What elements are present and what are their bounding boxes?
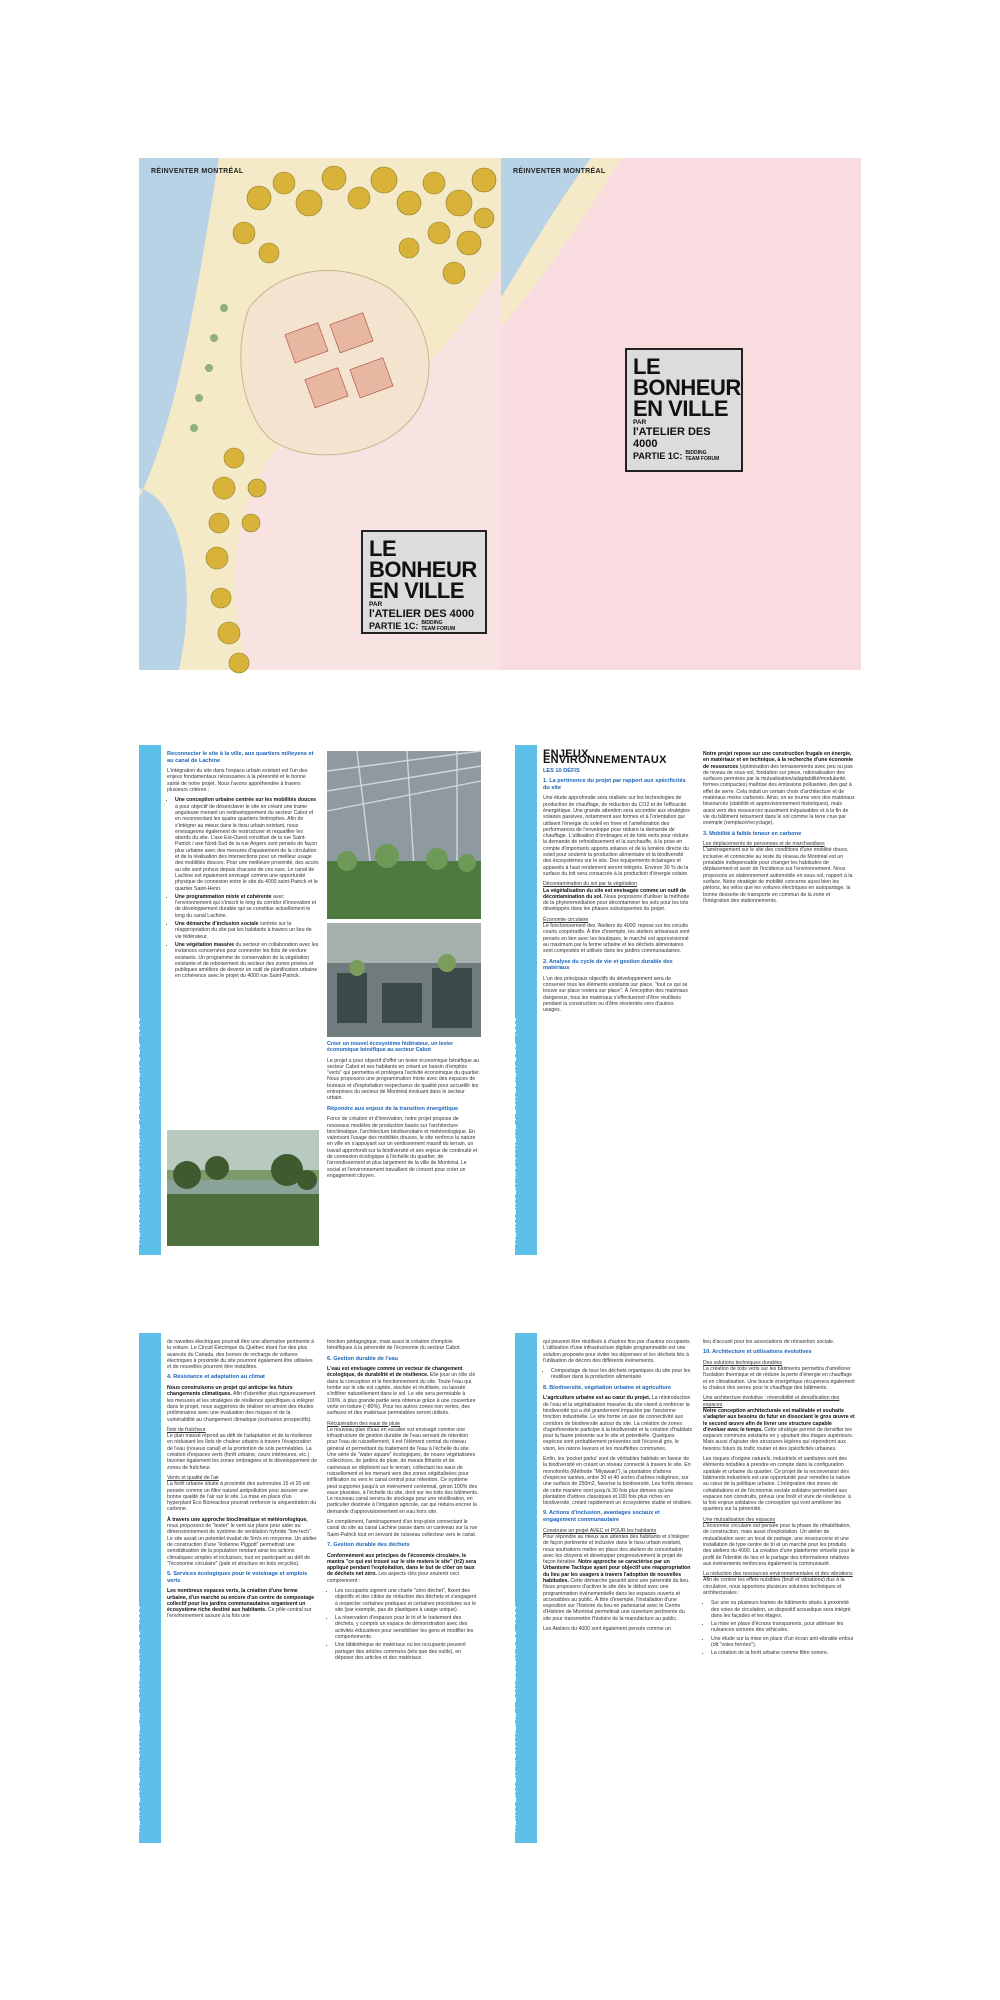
cover-by: PAR (369, 601, 383, 608)
s8-block: L'agriculture urbaine est au cœur du projet. La réintroduction de l'eau et la végétalisation massive du site visent à renforcer la biodiversité qui a été grandement impactée par l'ancienne fonction industrielle. Le site forme un axe de connectivité aux corridors de biodiversité autour du site. La création de zones d'agroforesterie participe à la biodiversité et la création d'habitats pour la faune présente sur le site et potentielle. Quelques espèces sont probablement présentes soit l'écureuil gris, le vison, les ratons laveurs et les mouffettes communes. (543, 1395, 693, 1452)
s10-text5: La réduction des ressources environnementales et des vibrations (703, 1571, 853, 1578)
list-item: • La réservation d'espaces pour le tri et le traitement des déchets, y compris un espace de démonstration avec des activités éducatives pour sensibiliser les gens et modifier les comportements. (335, 1615, 479, 1640)
s10-text6: Afin de contrer les effets nuisibles (bruit et vibrations) dus à la circulation, nous apportons plusieurs solutions techniques et architecturales : (703, 1577, 845, 1596)
cover-atelier-right: l'ATELIER DES 4000 (633, 426, 711, 450)
list-item: • Une étude sur la mise en place d'un écran anti-vibratile enfoui (dit "voies ferrées"). (711, 1636, 855, 1649)
bio-block: À travers une approche bioclimatique et météorologique, nous proposons de "tester" le vent sur place pour aider au dimensionnement de système de ventilation hybride "low-tech". Le site aurait un potentiel évalué de 5m/s en moyenne. Un atelier de construction d'une "éolienne Piggott" permettrait une sensibilisation de la population rendant ainsi les actions climatiques simples et inclusives, tout en participant au défi de "l'économie circulaire" (pale et structure en bois recyclés). (167, 1516, 317, 1567)
s8-heading: 8. Biodiversité, végétation urbaine et agriculture (543, 1384, 672, 1391)
strip-label-4: RÉINVENTER MONTRÉAL : L'ATELIER DES 4000 (508, 1604, 518, 1833)
bullet-item: • Une démarche d'inclusion sociale centrée sur la réappropriation du site par les habitants à travers un lieu de vie fédérateur. (175, 921, 319, 940)
s4-sub2: Vents et qualité de l'air (167, 1474, 220, 1481)
r1-text: qui peuvent être réutilisés à d'autres fins par d'autres occupants. L'utilisation d'une infrastructure digitale programmable est une solution proposée pour éviter les dépenses et les déchets liés à l'utilisation de décors des différents événements. (543, 1339, 691, 1364)
cover-page-right (501, 158, 861, 670)
s1-sub-block: La végétalisation du site est envisagée comme un outil de décontamination du sol. Nous proposons d'utiliser la méthode de la phytoremédiation pour décontaminer les sols pour les lots développés dans les phases subséquentes du projet. (543, 887, 690, 913)
cover-part-right: PARTIE 1C: (633, 451, 683, 461)
photo-caption: Créer un nouvel écosystème fédérateur, un levier économique bénéfique au secteur Cabot (327, 1041, 454, 1054)
side-strip-4 (508, 1333, 537, 1843)
spread2-right-page (508, 745, 861, 1255)
s4-heading: 4. Résistance et adaptation au climat (167, 1374, 265, 1381)
s7-bullets (327, 1588, 479, 1661)
caption-text: Le projet a pour objectif d'offrir un levier économique bénéfique au secteur Cabot et ses habitants en créant un bassin d'emplois "verts" qui permettra et protégera l'activité économique du quartier. Nous proposons une programmation mixte avec des espaces de bureaux et d'exploitation respectueux de qualité pour accueillir les entreprises du secteur de Montréal évoluant dans le secteur urbain. (327, 1057, 481, 1102)
spread2-left-page (132, 745, 485, 1255)
s3-sub: Les déplacements de personnes et de marchandises (703, 841, 825, 848)
side-strip (132, 745, 161, 1255)
s2r-col2 (703, 751, 855, 908)
s9-sub: Construire un projet AVEC et POUR les habitants (543, 1527, 657, 1534)
s2l-col1 (167, 751, 319, 984)
s2r-col1 (543, 748, 693, 1017)
s2l-col2 (327, 1041, 481, 1183)
s10-text4: L'économie circulaire est pensée pour la phase de réhabilitation, de construction, mais aussi d'exploitation. Un atelier de mutualisation avec un local de partage, une ressourcerie et une installation de type centre de tri et un marché pour les produits des ateliers du 4000. La création d'une plateforme virtuelle pour le profil de l'identité de lieu et le partage des informations relatives aux événements renforcera également la communauté. (703, 1523, 855, 1567)
c2-block: Notre projet repose sur une construction frugale en énergie, en matériaux et en technique, à la recherche d'une économie de ressources (optimisation des terrassements avec peu ou pas de niveau de sous-sol, fondation sur pieux, rationalisation des surfaces permises par la mutualisation/adaptabilité/modularité, formes compactes) maîtrise des émissions polluantes, des gaz à effet de serre. Cela induit un certain choix d'architecture et de matériaux moins carbonés. Ainsi, on se tourne vers des matériaux biosourcés (stabilité et approvisionnement historiques), mais aussi vers des ressources quasiment inépuisables et à la fin de vie du bâtiment retournent dans le sol comme la terre crue par exemple (remplacé/recyclage). (703, 751, 855, 827)
spread3-right-page (508, 1333, 861, 1843)
s10-sub3: Une mutualisation des espaces (703, 1516, 776, 1523)
bullet-item: • Une programmation mixte et cohérente avec l'environnement qui s'inscrit le long du corridor d'innovation et de développement durable qui se constitue actuellement le long du canal Lachine. (175, 894, 319, 919)
photo-workshop (327, 923, 481, 1037)
side-strip-right (508, 745, 537, 1255)
bullet-item: • Une conception urbaine centrée sur les mobilités douces à pour objectif de désenclaver le site en créant une trame anguleuse menant un redéveloppement du secteur Cabot et en reconnectant les quatre quartiers limitrophes. Afin de s'intégrer au mieux dans le tissu urbain existant, nous envisageons également de restructurer et requalifier les abords du site. L'axe Est-Ouest constitué de la rue Saint-Patrick / axe Nord-Sud de la rue Angers sont pensés de façon plus urbaine avec des mesures d'apaisement de la circulation et de la réalisation des intersections pour un meilleur usage des mobilités douces. Pour une meilleure proximité, des accès au site sont prévus depuis chacune de ces rues. Le canal de Lachine est également envisagé comme une opportunité physique de connexion entre le site du 4000 saint-Patrick et le quartier Saint-Henri. (175, 797, 319, 891)
cover-title-line1: LE BONHEUR (369, 536, 477, 582)
s1-heading: 1. La pertinence du projet par rapport aux spécificités du site (543, 778, 686, 791)
s10-text: La création de toits verts sur les bâtiments permettra d'améliorer l'isolation thermique et de réduire la perte d'énergie en chauffage et en climatisation. Une boucle énergétique récupérera également la chaleur des serres pour le chauffage des bâtiments. (703, 1366, 855, 1392)
cover-title-line1-right: LE BONHEUR (633, 354, 741, 400)
intro-text: L'intégration du site dans l'espace urbain existant est l'un des enjeux fondamentaux nécessaires à la pérennité et le bonne santé de notre projet. Nous l'avons appréhendée à travers plusieurs critères : (167, 768, 308, 794)
photo-greenhouse (327, 751, 481, 919)
r1-bullets (543, 1368, 693, 1381)
c2-text1: fonction pédagogique, mais aussi la création d'emplois bénéfiques à la pérennité de l'économie du secteur Cabot. (327, 1339, 461, 1352)
cover-page-left (139, 158, 501, 670)
s10-sub2: Une architecture évolutive : réversibilité et densification des espaces (703, 1395, 840, 1408)
cover-sub1-right: BIDDING (685, 450, 707, 456)
list-item: • La création de la forêt urbaine comme filtre sonore. (711, 1650, 855, 1656)
strip-label-right: RÉINVENTER MONTRÉAL : L'ATELIER DES 4000 (508, 1016, 518, 1245)
list-item: • Sur une ou plusieurs trames de bâtiments situés à proximité des voies de circulation, un dispositif acoustique sera intégré dans les façades et les étages. (711, 1600, 855, 1619)
s2-text: L'un des principaux objectifs du développement sera de conserver tous les éléments existants sur place, "tout ce qui se trouve sur place restera sur place". À l'exception des matériaux dangereux, tous les matériaux s'effectueront d'être réutilisés pendant la construction ou d'être réorientés vers d'autres usages. (543, 975, 688, 1014)
s10-heading: 10. Architecture et utilisations évolutives (703, 1349, 812, 1356)
s6-sub: Récupération des eaux de pluie (327, 1420, 400, 1427)
cover-sub2-right: TEAM FORUM (685, 456, 720, 462)
list-item: • Une bibliothèque de matériaux où les occupants peuvent partager des articles communs (tels que des outils), en déposer des articles et des matériaux (335, 1642, 479, 1661)
s6-heading: 6. Gestion durable de l'eau (327, 1355, 398, 1362)
cover-by-right: PAR (633, 419, 647, 426)
cover-title-box-right (625, 348, 743, 472)
s9-text3: Les Ateliers du 4000 sont également pensés comme un (543, 1626, 671, 1633)
s6-sub-text: Le nouveau plan d'eau en escalier est envisagé comme une infrastructure de gestion durable de l'eau servant de rétention pour l'eau de ruissellement, il est l'élément central du réseau général et permettant du traitement de l'eau à l'échelle du site. Une série de "water square" écologiques, de noues végétalisées collectrices, de jardins de pluie, de marais filtrants et de caniveaux se déploient sur le terrain, collectant les eaux de ruissellement et les menant vers des zones végétalisées pour infiltration ou vers le canal central pour rétention. Ce système peut supporter jusqu'à un événement centennal, géran 100% des eaux pluviales, à l'échelle du site, dont sur les toits des bâtiments. Le nouveau canal servira de stockage pour une réutilisation, en particulier destinée à l'irrigation agricole, car qui réduira encore la demande d'approvisionnement en eau hors site. (327, 1426, 479, 1515)
cover-title-line2: EN VILLE (369, 578, 465, 603)
cover-title-box (361, 530, 487, 634)
intro-heading: Reconnecter le site à la ville, aux quartiers milieyens et au canal de Lachine (167, 751, 314, 764)
s4-sub2-text: La forêt urbaine située à proximité des autoroutes 15 et 20 est pensée comme un filtre naturel antipollution pour assurer une bonne qualité de l'air sur le site. La mise en place d'un hyperplant Éco Bioreacteur pourrait renforcer la séquestration du carbone. (167, 1481, 317, 1513)
cover-atelier: l'ATELIER DES 4000 (369, 608, 475, 620)
side-strip-3 (132, 1333, 161, 1843)
strip-label: RÉINVENTER MONTRÉAL : L'ATELIER DES 4000 (132, 1016, 142, 1245)
list-item: • Compostage de tous les déchets organiques du site pour les réutiliser dans la production alimentaire. (551, 1368, 693, 1381)
s10-block: Notre conception architecturale est malléable et souhaite s'adapter aux besoins du futur en dissociant le gros œuvre et le second œuvre afin de livrer une structure capable d'évoluer avec le temps. Cette stratégie permet de densifier les espaces communs existants en y ajoutant des étages supérieurs. Mais aussi d'ajouter des structures légères qui répondront aux besoins futurs du trafic routier et des spécificités urbaines. (703, 1407, 855, 1452)
energy-text: Force de création et d'innovation, notre projet propose de nouveaux modèles de production basés sur l'architecture bioclimatique, l'architecture biodiversitaire et météorologique. En valorisant l'usage des mobilités douces, le site renforce la nature en ville en s'appuyant sur un verdissement massif du terrain, un travail approfondi sur la biodiversité et ses enjeux de continuité et de connexion écologique à l'échelle du quartier, de l'arrondissement et plus largement de la ville de Montréal. Le social et l'environnement travaillent de concert pour créer un engagement citoyen. (327, 1116, 478, 1179)
s3r-col2 (703, 1339, 855, 1661)
s3l-col1 (167, 1339, 317, 1624)
s5-block: Les nombreux espaces verts, la création d'une ferme urbaine, d'un marché ou encore d'un centre de compostage collectif pour les jardins communautaires organisent un écosystème riche destiné aux habitants. Ce pôle central sur l'environnement assure à la fois une (167, 1588, 315, 1620)
s10-bullets (703, 1600, 855, 1656)
c2-text0: lieu d'accueil pour les associations de réinsertion sociale. (703, 1339, 835, 1345)
s3l-col2 (327, 1339, 479, 1665)
cover-brand: RÉINVENTER MONTRÉAL (151, 168, 244, 175)
s4-sub: Îlots de fraîcheur (167, 1426, 206, 1433)
cover-brand-right: RÉINVENTER MONTRÉAL (513, 168, 606, 175)
list-item: • La mise en place d'écrans transparents, pour atténuer les nuisances sonores des véhicules. (711, 1621, 855, 1634)
s3-heading: 3. Mobilité à faible teneur en carbone (703, 830, 802, 837)
s6-block: L'eau est envisagée comme un vecteur de changement écologique, de durabilité et de résilience. Elle joue un rôle clé dans la conception et le fonctionnement du site. Toute l'eau qui tombe sur le site est captée, stockée et réutilisée, ou laissée s'infiltrer naturellement dans le sol. Le site sera perméable à 100%, à plus grande partie sera obtenue grâce à une couverture verte en toiture (~80%). Pour les autres zones non vertes, des surfaces et des matériaux perméables seront utilisés. (327, 1366, 476, 1417)
energy-heading: Répondre aux enjeux de la transition énergétique (327, 1105, 459, 1112)
cover-part: PARTIE 1C: (369, 621, 419, 631)
cover-sub1: BIDDING (421, 620, 443, 626)
env-heading: ENJEUX ENVIRONNEMENTAUX (543, 748, 667, 767)
s9-block: Pour répondre au mieux aux attentes des habitants et s'intégrer de façon pertinente et inclusive dans le tissu urbain existant, nous souhaitons mettre en place des ateliers de concertation avec les citoyens et développer progressivement le projet de façon itérative. Notre approche se caractérise par un Urbanisme Tactique ayant pour objectif une réappropriation du lieu par les usagers à travers l'adoption de nouvelles habitudes. Cette démarche garantit ainsi une pérennité du lieu. Nous proposons d'activer le site dès le début avec une programmation évènementielle dans les espaces ouverts et accessibles au public. À titre d'exemple, l'installation d'une exposition sur l'histoire du lieu en partenariat avec le Centre d'Histoire de Montréal permettrait une ouverture pertinente du site pour transmettre l'histoire de la manufacture au public. (543, 1533, 691, 1622)
p-intro: de navettes électriques pourrait être une alternative pertinente à la voiture. Le Circuit Électrique du Québec étant l'un des plus avancés du Canada, des bornes de recharge de voitures électriques à proximité du site pourront également être utilisées et de nouvelles pourront être installées. (167, 1339, 315, 1371)
s1-sub2: Économie circulaire (543, 916, 589, 923)
s4-block: Nous construisons un projet qui anticipe les futurs changements climatiques. Afin d'identifier plus rigoureusement les mesures et les stratégies de résilience spécifiques à intégrer dans le projet, nous suggérons de réaliser en amont des études préliminaires avec une évaluation des risques et de la vulnérabilité au changement climatique (scénarios prospectifs). (167, 1385, 316, 1423)
spread3-left-page (132, 1333, 485, 1843)
strip-label-3: RÉINVENTER MONTRÉAL : L'ATELIER DES 4000 (132, 1604, 142, 1833)
s2-heading: 2. Analyse du cycle de vie et gestion durable des matériaux (543, 958, 673, 972)
cover-title-line2-right: EN VILLE (633, 396, 729, 421)
s6-text2: En complément, l'aménagement d'un trop-plein connectant le canal du site au canal Lachine passe dans un caniveau sur la rue Saint-Patrick tout en servant de ruisseau collecteur vers le canal. (327, 1519, 478, 1538)
s1-sub2-text: Le fonctionnement des 'Ateliers du 4000' repose sur les circuits courts coopératifs. À titre d'exemple, les ateliers artisanaux sont pensés en lien avec les boutiques, le marché est approvisionné au maximum par la ferme urbaine et les déchets alimentaires sont compostés et utilisés dans les jardins communautaires. (543, 923, 690, 955)
cover-sub2: TEAM FORUM (421, 626, 456, 632)
s10-text3: Les risques d'origine naturels, industriels et sanitaires sont des éléments notables à prendre en compte dans la configuration spatiale et urbaine du quartier. Ce projet de la reconversion des bâtiments industriels est une opportunité pour remettre la nature au cœur de la politique urbaine. L'intégration des zones de cohabitations et de l'économie sociale solidaire permettent aux espaces non construits, prévus une forêt et vivre de résilience, à la fois enjeux solidaires de conception qui vont améliorer les quartiers sur la pérennité. (703, 1456, 851, 1513)
s7-heading: 7. Gestion durable des déchets (327, 1541, 410, 1548)
s7-block: Conformément aux principes de l'économie circulaire, le mantra "ce qui est trouvé sur le site restera le site" (tr2) sera appliqué pendant l'exploitation, dans le but de clôer un taux de déchets net zéro. Les aspects clés pour soutenir ceci comprennent : (327, 1552, 477, 1584)
s8-text2: Enfin, les 'pocket parks' sont de véritables habitats en faveur de la biodiversité en créant un réseau connecté à travers le site. En monoforêts (Méthode "Miyawaki"), la plantation d'arbres d'espèces variées, entre 30 et 40 sortes d'arbres indigènes, sur une surface de 250m2, favorise la biodiversité. Les forêts denses de cette manière sont jusqu'à 30 fois plus denses qu'une plantation d'arbres classiques et 100 fois plus riches en biodiversité, créant rapidement un écosystème stable et résilient. (543, 1456, 693, 1507)
intro-bullets (167, 797, 319, 979)
s1-text: Une étude approfondie sera réalisée sur les technologies de production de chauffage, de réduction du CO2 et de l'efficacité énergétique. Une grande attention sera accordée aux stratégies solaires passives, notamment aux formes et à l'orientation qui utilisent l'énergie du soleil en hiver et l'amélioration des performances de l'enveloppe pour réduire la demande de chauffage. L'utilisation d'ombrages et de toits verts pour réduire la demande de refroidissement et la surchauffe, à la prise en compte d'importants apports solaires et de la lumière directe du soleil pour soutenir la production alimentaire et la biodiversité des écosystèmes sur le site. Des équipements éclairages et appareils à haut rendement seront intégrés. Environ 30 % de la surface du toit sera consacrée à la production d'énergie solaire. (543, 795, 690, 877)
s5-heading: 5. Services écologiques pour le voisinage et emplois verts (167, 1571, 308, 1584)
s4-sub-text: Le plan massé répond au défi de l'adaptation et de la résilience en réduisant les îlots de chaleur urbains à travers l'évaporation de l'eau (noueux canal) et la promotion de sols perméables. La création d'espaces verts (forêt urbaine, cours intérieures, etc.) favorise également les zones ombragées et le développement de zones de fraîcheur. (167, 1433, 317, 1471)
list-item: • Les occupants signent une charte "zéro déchet", fixent des objectifs et des cibles de réduction des déchets et s'engagent à respecter certaines pratiques et certaines procédures sur le site (par exemple, pas de plastiques à usage unique). (335, 1588, 479, 1613)
s9-heading: 9. Actions d'inclusion, avantages sociaux et engagement communautaire (543, 1510, 660, 1524)
s10-sub: Des solutions techniques durables (703, 1359, 783, 1366)
bullet-item: • Une végétation massive du secteur en collaboration avec les instances concernées pour connecter les îlots de verdure existants. Un programme de conservation de la végétation existante et de reboisement du secteur des zones privées et publiques améliore de devenir un outil de planification urbaine en cohérence avec le projet du 4000 rue Saint-Patrick. (175, 942, 319, 980)
defis-label: LES 10 DÉFIS (543, 767, 580, 774)
s1-sub: Décontamination du sol par la végétation (543, 881, 638, 888)
s3-text: L'aménagement sur le site des conditions d'une mobilité douce, inclusive et connectée au reste du réseau de Montréal est un préalable indispensable pour changer les habitudes de déplacement et avoir de l'incidence sur l'environnement. Nous proposons un stationnement automobile en sous-sol, rapport à la surface. Notre stratégie de mobilité concerne aussi bien les piétons, les vélos que les voitures électriques en autopartage, la bonne desserte de transports en commun de la zone et l'intégration des stationnements. (703, 847, 853, 904)
photo-wetland (167, 1130, 319, 1246)
s3r-col1 (543, 1339, 693, 1636)
